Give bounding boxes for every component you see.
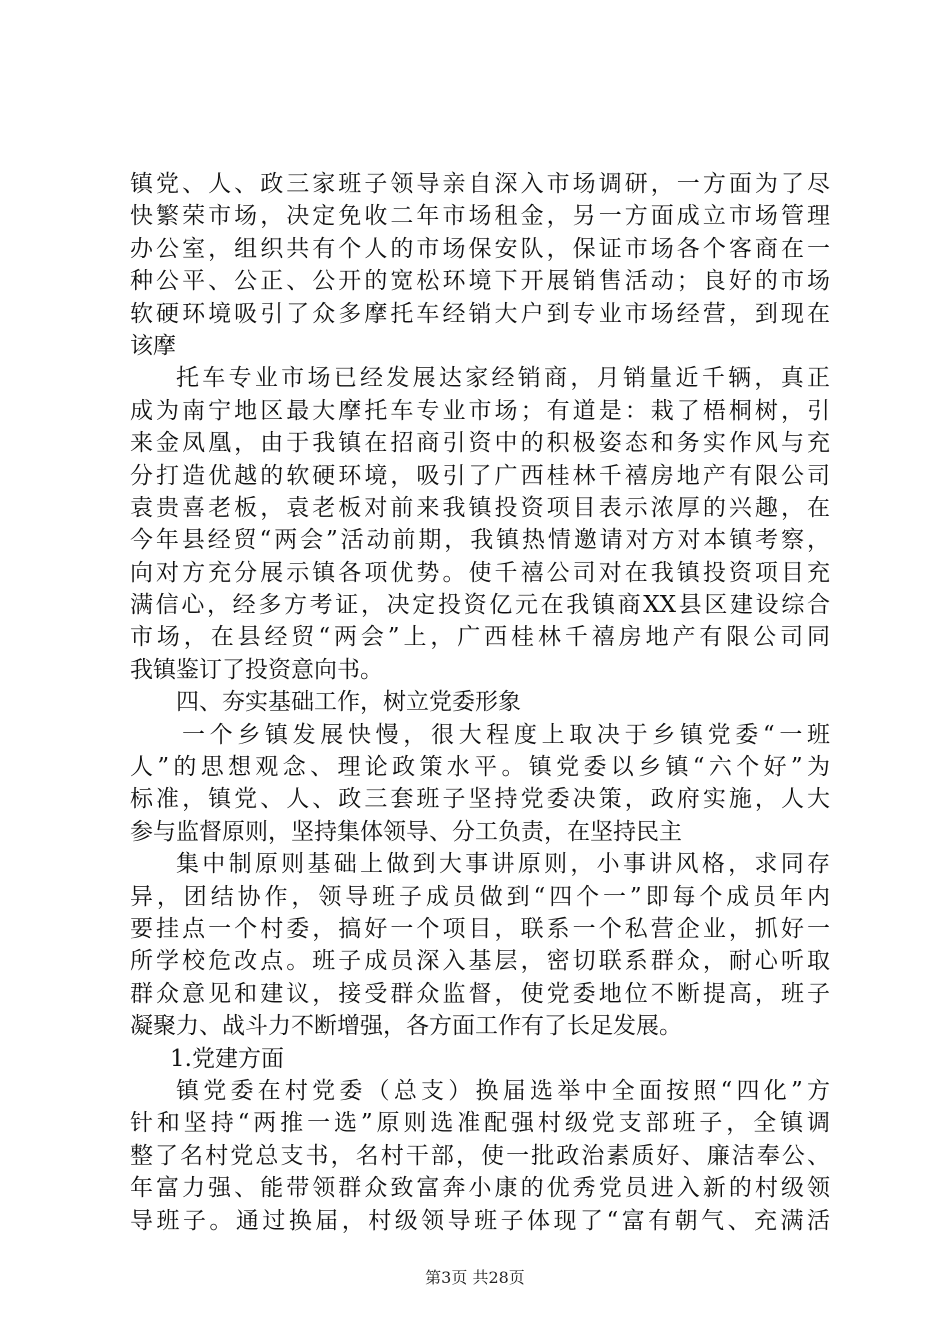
text-line: 种公平、公正、公开的宽松环境下开展销售活动；良好的市场 xyxy=(130,268,830,295)
text-line: 人”的思想观念、理论政策水平。镇党委以乡镇“六个好”为 xyxy=(130,754,830,781)
text-line: 该摩 xyxy=(130,332,176,359)
text-line: 年富力强、能带领群众致富奔小康的优秀党员进入新的村级领 xyxy=(130,1175,830,1202)
text-line: 向对方充分展示镇各项优势。使千禧公司对在我镇投资项目充 xyxy=(130,559,830,586)
text-line: 参与监督原则，坚持集体领导、分工负责，在坚持民主 xyxy=(130,818,682,845)
page-footer: 第3页 共28页 xyxy=(425,1268,525,1287)
section-heading: 四、夯实基础工作，树立党委形象 xyxy=(176,689,521,716)
text-line: 快繁荣市场，决定免收二年市场租金，另一方面成立市场管理 xyxy=(130,203,830,230)
text-line: 要挂点一个村委，搞好一个项目，联系一个私营企业，抓好一 xyxy=(130,915,830,942)
text-line: 镇党、人、政三家班子领导亲自深入市场调研，一方面为了尽 xyxy=(130,171,830,197)
text-line: 标准，镇党、人、政三套班子坚持党委决策，政府实施，人大 xyxy=(130,786,830,813)
text-line: 导班子。通过换届，村级领导班子体现了“富有朝气、充满活 xyxy=(130,1207,830,1234)
text-line: 来金凤凰，由于我镇在招商引资中的积极姿态和务实作风与充 xyxy=(130,430,830,457)
text-line: 袁贵喜老板，袁老板对前来我镇投资项目表示浓厚的兴趣，在 xyxy=(130,494,830,521)
text-line: 整了名村党总支书，名村干部，使一批政治素质好、廉洁奉公、 xyxy=(130,1142,830,1169)
subsection-heading: 1.党建方面 xyxy=(170,1045,284,1072)
text-line: 满信心，经多方考证，决定投资亿元在我镇商XX县区建设综合 xyxy=(130,592,830,619)
text-line: 所学校危改点。班子成员深入基层，密切联系群众，耐心听取 xyxy=(130,948,830,975)
text-line: 成为南宁地区最大摩托车专业市场；有道是：栽了梧桐树，引 xyxy=(130,397,830,424)
text-line: 异，团结协作，领导班子成员做到“四个一”即每个成员年内 xyxy=(130,883,830,910)
text-line: 一个乡镇发展快慢，很大程度上取决于乡镇党委“一班 xyxy=(182,721,830,748)
text-line: 今年县经贸“两会”活动前期，我镇热情邀请对方对本镇考察， xyxy=(130,527,830,554)
text-line: 托车专业市场已经发展达家经销商，月销量近千辆，真正 xyxy=(176,365,830,392)
text-line: 软硬环境吸引了众多摩托车经销大户到专业市场经营，到现在 xyxy=(130,300,830,327)
text-line: 镇党委在村党委（总支）换届选举中全面按照“四化”方 xyxy=(176,1077,830,1104)
text-line: 我镇鉴订了投资意向书。 xyxy=(130,656,383,683)
text-line: 针和坚持“两推一选”原则选准配强村级党支部班子，全镇调 xyxy=(130,1110,830,1137)
text-line: 分打造优越的软硬环境，吸引了广西桂林千禧房地产有限公司 xyxy=(130,462,830,489)
text-line: 办公室，组织共有个人的市场保安队，保证市场各个客商在一 xyxy=(130,235,830,262)
document-body xyxy=(130,168,830,1237)
text-line: 凝聚力、战斗力不断增强，各方面工作有了长足发展。 xyxy=(130,1013,682,1040)
text-line: 群众意见和建议，接受群众监督，使党委地位不断提高，班子 xyxy=(130,980,830,1007)
text-line: 集中制原则基础上做到大事讲原则，小事讲风格，求同存 xyxy=(176,851,830,878)
text-line: 市场，在县经贸“两会”上，广西桂林千禧房地产有限公司同 xyxy=(130,624,830,651)
